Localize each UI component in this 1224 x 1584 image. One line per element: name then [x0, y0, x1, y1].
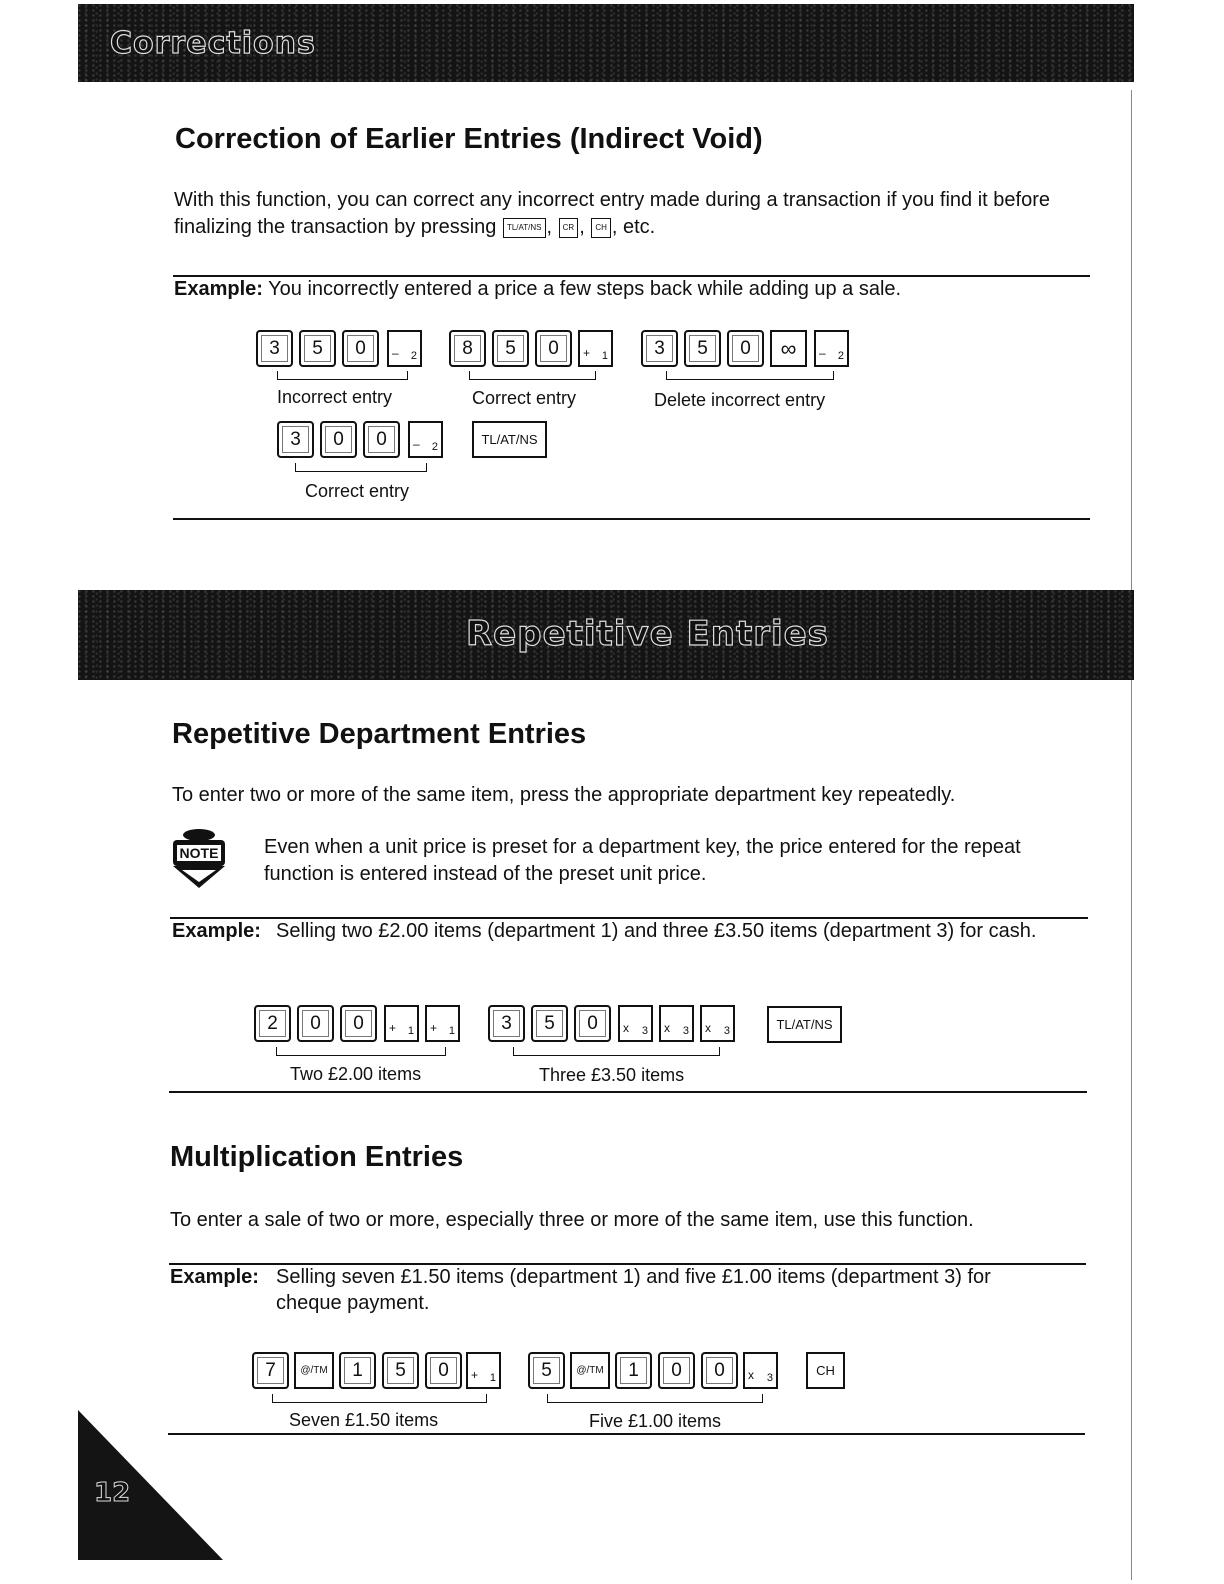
caption-correct-entry: Correct entry: [472, 388, 577, 408]
example-label: Example:: [172, 920, 261, 942]
multiply-time-key: @/TM: [570, 1352, 610, 1389]
corrections-banner-title: Corrections: [110, 26, 316, 61]
department-3-key: x 3: [743, 1352, 778, 1389]
example-2: [172, 918, 1052, 944]
multiply-time-key: @/TM: [294, 1352, 334, 1389]
caption-incorrect-entry: Incorrect entry: [277, 387, 393, 407]
repetitive-banner: [78, 590, 1134, 680]
margin-line: [1131, 90, 1132, 1580]
indirect-void-heading: Correction of Earlier Entries (Indirect Void): [175, 123, 763, 155]
divider: [169, 1091, 1087, 1093]
numeric-key: 3: [488, 1005, 525, 1042]
page-number: 12: [94, 1478, 131, 1508]
note-text: Even when a unit price is preset for a department key, the price entered for the repeat function is entered instead of the preset unit price.: [264, 836, 1021, 885]
example-text: You incorrectly entered a price a few steps back while adding up a sale.: [268, 278, 902, 300]
caption-bracket: [295, 463, 427, 472]
numeric-key: 1: [615, 1352, 652, 1389]
caption-bracket: [469, 371, 596, 380]
example-text: Selling seven £1.50 items (department 1) and five £1.00 items (department 3) for cheque payment.: [276, 1266, 991, 1314]
note-icon: [168, 826, 230, 892]
inline-cheque-key: CH: [591, 218, 611, 238]
intro-text: With this function, you can correct any incorrect entry made during a transaction if you find it before finalizing the transaction by pressing: [174, 189, 1050, 238]
caption-two-items: Two £2.00 items: [290, 1064, 422, 1084]
numeric-key: 0: [297, 1005, 334, 1042]
repetitive-intro: To enter two or more of the same item, press the appropriate department key repeatedly.: [172, 784, 956, 806]
department-1-key: + 1: [466, 1352, 501, 1389]
caption-seven-items: Seven £1.50 items: [289, 1410, 439, 1430]
repetitive-dept-heading: Repetitive Department Entries: [172, 718, 587, 750]
indirect-void-intro: With this function, you can correct any incorrect entry made during a transaction if you find it before finalizing the transaction by pressing TL/AT/NS , CR , CH , etc.: [174, 189, 1050, 238]
caption-delete-incorrect-entry: Delete incorrect entry: [654, 390, 826, 410]
divider: [173, 518, 1090, 520]
numeric-key: 0: [340, 1005, 377, 1042]
numeric-key: 5: [492, 330, 529, 367]
example-label: Example:: [170, 1266, 259, 1288]
inline-total-key: TL/AT/NS: [503, 218, 546, 238]
numeric-key: 0: [727, 330, 764, 367]
numeric-key: 0: [425, 1352, 462, 1389]
numeric-key: 5: [684, 330, 721, 367]
multiplication-intro: To enter a sale of two or more, especially three or more of the same item, use this function.: [170, 1209, 974, 1231]
numeric-key: 8: [449, 330, 486, 367]
caption-bracket: [547, 1394, 763, 1403]
numeric-key: 0: [320, 421, 357, 458]
numeric-key: 3: [641, 330, 678, 367]
cheque-key: CH: [806, 1352, 845, 1389]
caption-correct-entry-2: Correct entry: [305, 481, 410, 501]
caption-five-items: Five £1.00 items: [589, 1411, 722, 1431]
divider: [168, 1433, 1085, 1435]
caption-bracket: [277, 371, 408, 380]
repetitive-banner-title: Repetitive Entries: [466, 614, 829, 654]
numeric-key: 0: [535, 330, 572, 367]
intro-suffix: , etc.: [611, 216, 656, 238]
example-label: Example:: [174, 278, 263, 300]
numeric-key: 1: [339, 1352, 376, 1389]
department-1-key: + 1: [425, 1005, 460, 1042]
numeric-key: 3: [277, 421, 314, 458]
department-3-key: x 3: [700, 1005, 735, 1042]
numeric-key: 3: [256, 330, 293, 367]
numeric-key: 0: [363, 421, 400, 458]
department-1-key: + 1: [384, 1005, 419, 1042]
numeric-key: 0: [701, 1352, 738, 1389]
total-key: TL/AT/NS: [767, 1006, 842, 1043]
caption-three-items: Three £3.50 items: [539, 1065, 685, 1085]
caption-bracket: [272, 1394, 487, 1403]
department-3-key: x 3: [659, 1005, 694, 1042]
numeric-key: 7: [252, 1352, 289, 1389]
void-key: ∞: [770, 330, 807, 367]
department-2-key: – 2: [387, 330, 422, 367]
numeric-key: 0: [658, 1352, 695, 1389]
note-icon-label: NOTE: [179, 845, 219, 861]
total-key: TL/AT/NS: [472, 421, 547, 458]
numeric-key: 5: [299, 330, 336, 367]
corrections-banner: [78, 4, 1134, 82]
department-3-key: x 3: [618, 1005, 653, 1042]
caption-bracket: [666, 371, 834, 380]
department-2-key: – 2: [814, 330, 849, 367]
inline-credit-key: CR: [559, 218, 579, 238]
numeric-key: 5: [382, 1352, 419, 1389]
department-1-key: + 1: [578, 330, 613, 367]
numeric-key: 2: [254, 1005, 291, 1042]
page-corner: [78, 1410, 228, 1560]
numeric-key: 5: [528, 1352, 565, 1389]
example-1: [174, 276, 1074, 302]
caption-bracket: [513, 1047, 720, 1056]
numeric-key: 0: [574, 1005, 611, 1042]
multiplication-heading: Multiplication Entries: [170, 1141, 464, 1173]
example-text: Selling two £2.00 items (department 1) and three £3.50 items (department 3) for cash.: [276, 920, 1037, 942]
department-2-key: – 2: [408, 421, 443, 458]
numeric-key: 5: [531, 1005, 568, 1042]
numeric-key: 0: [342, 330, 379, 367]
example-3: [170, 1264, 1060, 1316]
caption-bracket: [276, 1047, 446, 1056]
